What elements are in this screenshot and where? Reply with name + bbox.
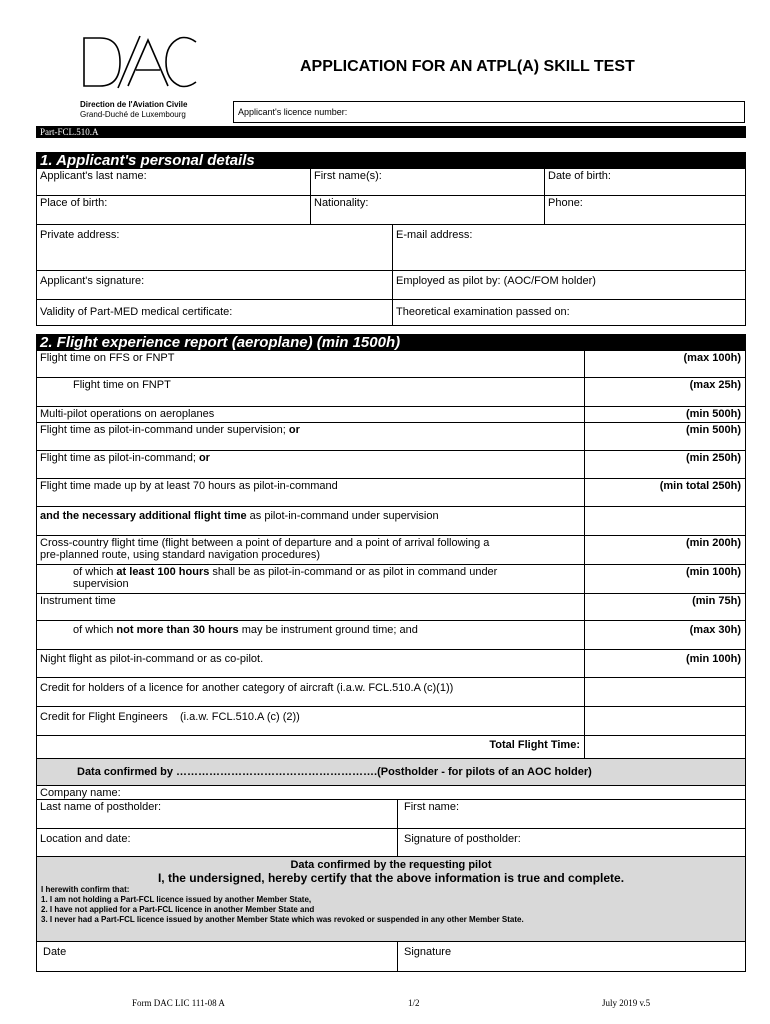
postholder-last-name-field[interactable] bbox=[36, 799, 398, 829]
postholder-signature-label: Signature of postholder: bbox=[404, 833, 521, 845]
footer-form-number: Form DAC LIC 111-08 A bbox=[132, 998, 225, 1008]
row-ground-time-label bbox=[36, 620, 585, 650]
row-requirement: (min 250h) bbox=[685, 452, 741, 464]
row-requirement: (max 25h) bbox=[689, 379, 741, 391]
location-date-field[interactable] bbox=[36, 828, 398, 857]
pilot-declaration-certify: I, the undersigned, hereby certify that the above information is true and complete. bbox=[157, 871, 625, 885]
row-bold: and the necessary additional flight time bbox=[40, 510, 247, 522]
org-line-2: Grand-Duché de Luxembourg bbox=[80, 110, 186, 119]
place-of-birth-label: Place of birth: bbox=[40, 197, 108, 209]
row-pic-supervision-value[interactable] bbox=[584, 422, 746, 451]
row-70h-label bbox=[36, 478, 585, 507]
dac-logo bbox=[78, 34, 208, 96]
row-ffs-fnpt-label bbox=[36, 350, 585, 378]
theory-exam-field[interactable] bbox=[392, 299, 746, 326]
row-credit-licence-label bbox=[36, 677, 585, 707]
postholder-first-name-field[interactable] bbox=[397, 799, 746, 829]
nationality-field[interactable] bbox=[310, 195, 545, 225]
row-label: Credit for holders of a licence for another category of aircraft (i.a.w. FCL.510.A (c)(1)) bbox=[40, 682, 454, 694]
row-pre: of which bbox=[73, 566, 114, 578]
total-divider bbox=[584, 735, 585, 759]
row-additional-value[interactable] bbox=[584, 506, 746, 536]
employer-label: Employed as pilot by: (AOC/FOM holder) bbox=[396, 275, 596, 287]
private-address-field[interactable] bbox=[36, 224, 393, 271]
row-credit-licence-value[interactable] bbox=[584, 677, 746, 707]
licence-number-field[interactable] bbox=[233, 101, 745, 123]
first-names-field[interactable] bbox=[310, 168, 545, 196]
row-requirement: (min 500h) bbox=[685, 408, 741, 420]
row-label: Cross-country flight time (flight between a point of departure and a point of arrival following a bbox=[40, 537, 490, 549]
row-pic-supervision-label bbox=[36, 422, 585, 451]
row-pic-value[interactable] bbox=[584, 450, 746, 479]
row-night-label bbox=[36, 649, 585, 678]
row-instrument-label bbox=[36, 593, 585, 621]
row-night-value[interactable] bbox=[584, 649, 746, 678]
row-label: Flight time as pilot-in-command; bbox=[40, 452, 196, 464]
row-cross-country-value[interactable] bbox=[584, 535, 746, 565]
footer-page-number: 1/2 bbox=[408, 998, 420, 1008]
row-requirement: (min 75h) bbox=[692, 595, 741, 607]
row-requirement: (min 100h) bbox=[685, 566, 741, 578]
row-label: Flight time as pilot-in-command under supervision; bbox=[40, 424, 286, 436]
dob-label: Date of birth: bbox=[548, 170, 611, 182]
row-bold: or bbox=[288, 424, 300, 436]
row-additional-label bbox=[36, 506, 585, 536]
row-label: shall be as pilot-in-command or as pilot in command under bbox=[212, 566, 498, 578]
phone-field[interactable] bbox=[544, 195, 746, 225]
email-label: E-mail address: bbox=[396, 229, 473, 241]
section1-heading: 1. Applicant's personal details bbox=[36, 152, 746, 169]
pilot-declaration-box bbox=[36, 856, 746, 942]
row-label: Multi-pilot operations on aeroplanes bbox=[40, 408, 215, 420]
first-names-label: First name(s): bbox=[314, 170, 382, 182]
row-fnpt-value[interactable] bbox=[584, 377, 746, 407]
dob-field[interactable] bbox=[544, 168, 746, 196]
row-label: Credit for Flight Engineers (i.a.w. FCL.510.A (c) (2)) bbox=[40, 711, 300, 723]
row-label: Flight time made up by at least 70 hours as pilot-in-command bbox=[40, 480, 338, 492]
row-requirement: (min 200h) bbox=[685, 537, 741, 549]
row-requirement: (max 100h) bbox=[683, 352, 741, 364]
total-flight-time-value[interactable] bbox=[586, 736, 744, 758]
section2-heading: 2. Flight experience report (aeroplane) (min 1500h) bbox=[36, 334, 746, 351]
row-multipilot-value[interactable] bbox=[584, 406, 746, 423]
company-name-field[interactable] bbox=[36, 785, 746, 800]
pilot-signature-field[interactable] bbox=[397, 941, 746, 972]
total-flight-time-label: Total Flight Time: bbox=[489, 739, 580, 751]
pilot-date-field[interactable] bbox=[36, 941, 398, 972]
pilot-declaration-title: Data confirmed by the requesting pilot bbox=[290, 859, 492, 871]
footer-version: July 2019 v.5 bbox=[602, 998, 651, 1008]
row-fnpt-label bbox=[36, 377, 585, 407]
row-credit-fe-label bbox=[36, 706, 585, 736]
employer-field[interactable] bbox=[392, 270, 746, 300]
row-label: Flight time on FNPT bbox=[73, 379, 171, 391]
row-requirement: (min 100h) bbox=[685, 653, 741, 665]
pilot-declaration-item-3: 3. I never had a Part-FCL licence issued by another Member State which was revoked or suspended in any other Member State. bbox=[41, 915, 524, 924]
part-reference-bar: Part-FCL.510.A bbox=[36, 126, 746, 138]
row-label: Instrument time bbox=[40, 595, 116, 607]
page-title: APPLICATION FOR AN ATPL(A) SKILL TEST bbox=[300, 58, 635, 75]
pilot-declaration-item-1: 1. I am not holding a Part-FCL licence issued by another Member State, bbox=[41, 895, 312, 904]
pilot-signature-label: Signature bbox=[404, 946, 452, 958]
row-ffs-fnpt-value[interactable] bbox=[584, 350, 746, 378]
licence-number-label: Applicant's licence number: bbox=[238, 107, 348, 117]
pilot-declaration-intro: I herewith confirm that: bbox=[41, 885, 130, 894]
row-requirement: (min total 250h) bbox=[659, 480, 741, 492]
postholder-last-name-label: Last name of postholder: bbox=[40, 801, 162, 813]
row-bold: or bbox=[198, 452, 210, 464]
row-bold: at least 100 hours bbox=[116, 566, 210, 578]
dac-logo-graphic bbox=[78, 34, 198, 90]
medical-validity-field[interactable] bbox=[36, 299, 393, 326]
row-label: may be instrument ground time; and bbox=[241, 624, 418, 636]
row-instrument-value[interactable] bbox=[584, 593, 746, 621]
row-bold: not more than 30 hours bbox=[116, 624, 239, 636]
row-label: Night flight as pilot-in-command or as co-pilot. bbox=[40, 653, 264, 665]
row-pre: of which bbox=[73, 624, 114, 636]
row-label-line2: supervision bbox=[73, 578, 129, 590]
row-cc-pic-label bbox=[36, 564, 585, 594]
pilot-date-label: Date bbox=[43, 946, 67, 958]
phone-label: Phone: bbox=[548, 197, 583, 209]
row-70h-value[interactable] bbox=[584, 478, 746, 507]
postholder-confirm-line: Data confirmed by ……………………………………………….(Postholder - for pilots of an AOC holder) bbox=[36, 758, 746, 786]
postholder-signature-field[interactable] bbox=[397, 828, 746, 857]
row-requirement: (max 30h) bbox=[689, 624, 741, 636]
applicant-signature-label: Applicant's signature: bbox=[40, 275, 145, 287]
last-name-label: Applicant's last name: bbox=[40, 170, 147, 182]
row-cross-country-label bbox=[36, 535, 585, 565]
email-field[interactable] bbox=[392, 224, 746, 271]
row-ground-time-value[interactable] bbox=[584, 620, 746, 650]
theory-exam-label: Theoretical examination passed on: bbox=[396, 306, 570, 318]
postholder-first-name-label: First name: bbox=[404, 801, 460, 813]
org-line-1: Direction de l'Aviation Civile bbox=[80, 100, 188, 109]
row-credit-fe-value[interactable] bbox=[584, 706, 746, 736]
location-date-label: Location and date: bbox=[40, 833, 131, 845]
pilot-declaration-item-2: 2. I have not applied for a Part-FCL licence in another Member State and bbox=[41, 905, 315, 914]
place-of-birth-field[interactable] bbox=[36, 195, 311, 225]
row-multipilot-label bbox=[36, 406, 585, 423]
applicant-signature-field[interactable] bbox=[36, 270, 393, 300]
private-address-label: Private address: bbox=[40, 229, 120, 241]
medical-validity-label: Validity of Part-MED medical certificate: bbox=[40, 306, 233, 318]
company-name-label: Company name: bbox=[40, 787, 121, 799]
row-label: Flight time on FFS or FNPT bbox=[40, 352, 175, 364]
row-label: as pilot-in-command under supervision bbox=[249, 510, 439, 522]
last-name-field[interactable] bbox=[36, 168, 311, 196]
row-label-line2: pre-planned route, using standard navigation procedures) bbox=[40, 549, 321, 561]
row-pic-label bbox=[36, 450, 585, 479]
row-requirement: (min 500h) bbox=[685, 424, 741, 436]
row-cc-pic-value[interactable] bbox=[584, 564, 746, 594]
nationality-label: Nationality: bbox=[314, 197, 369, 209]
